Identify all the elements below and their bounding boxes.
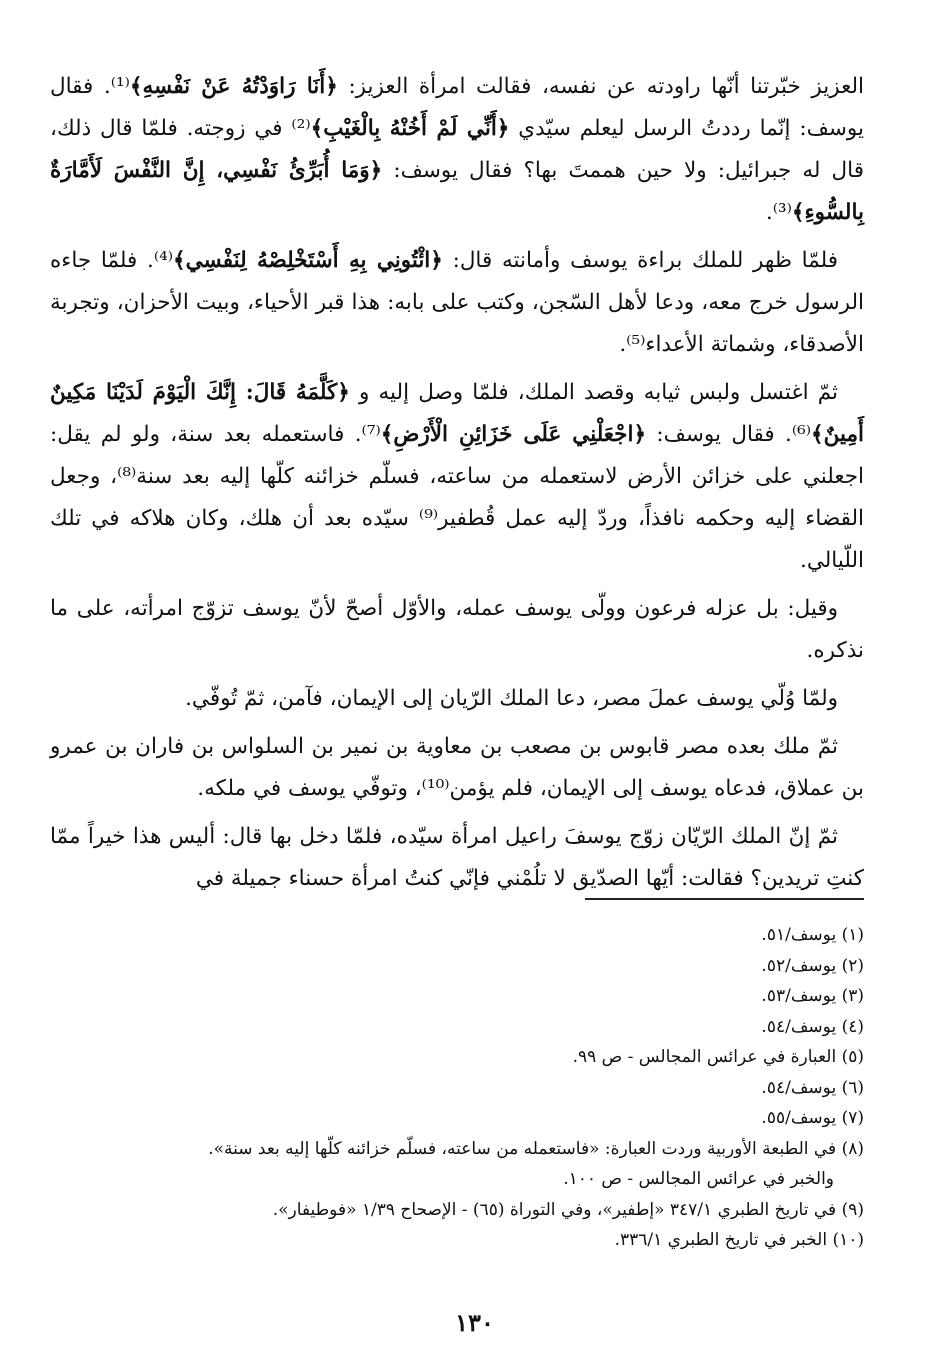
- text-segment: ثمّ اغتسل ولبس ثيابه وقصد الملك، فلمّا وصل إليه و: [349, 380, 838, 405]
- footnote: [50, 1225, 864, 1256]
- footnote: [50, 920, 864, 951]
- text-segment: ولمّا وُلّي يوسف عملَ مصر، دعا الملك الرّيان إلى الإيمان، فآمن، ثمّ تُوفّي.: [185, 686, 838, 711]
- text-segment: ⁽⁶⁾. فقال يوسف:: [646, 422, 812, 447]
- text-segment: ثمّ إنّ الملك الرّيّان زوّج يوسفَ راعيل امرأة سيّده، فلمّا دخل بها قال: أليس هذا خيراً ممّا كنتِ تريدين؟ فقالت: أيّها الصدّيق لا تلُمْني فإنّي كنتُ امرأة حسناء جميلة في: [50, 824, 864, 891]
- footnote-text: (٥) العبارة في عرائس المجالس - ص ٩٩.: [572, 1047, 864, 1067]
- text-segment: ⁽⁷⁾. فاستعمله بعد سنة، ولو لم يقل: اجعلني على خزائن الأرض لاستعمله من ساعته، فسلّم خزائنه كلّها إليه بعد سنة⁽⁸⁾، وجعل القضاء إليه وحكمه نافذاً، وردّ إليه عمل قُطفير⁽⁹⁾ سيّده بعد أن هلك، وكان هلاكه في تلك اللّيالي.: [50, 422, 865, 573]
- text-segment: فلمّا ظهر للملك براءة يوسف وأمانته قال:: [442, 248, 839, 273]
- footnote-text: (٧) يوسف/٥٥.: [761, 1108, 864, 1128]
- quran-verse: ﴿ائْتُونِي بِهِ أَسْتَخْلِصْهُ لِنَفْسِي﴾: [173, 248, 443, 273]
- paragraph: [50, 726, 864, 810]
- footnote: [50, 981, 864, 1012]
- text-segment: ⁽²⁾ في زوجته. فلمّا قال ذلك، قال له جبرائيل: ولا حين هممتَ بها؟ فقال يوسف:: [50, 116, 864, 183]
- footnote-text: (٨) في الطبعة الأوربية وردت العبارة: «فاستعمله من ساعته، فسلّم خزائنه كلّها إليه بعد سنة».: [208, 1138, 864, 1159]
- paragraph: [50, 372, 864, 582]
- footnote-text: (١٠) الخبر في تاريخ الطبري ٣٣٦/١.: [614, 1230, 864, 1250]
- text-segment: ⁽³⁾.: [765, 200, 792, 225]
- footnote-text: (١) يوسف/٥١.: [761, 925, 864, 945]
- footnote: [50, 951, 864, 982]
- paragraph: [50, 240, 864, 366]
- footnote-continuation: والخبر في عرائس المجالس - ص ١٠٠.: [563, 1169, 834, 1189]
- footnote: [50, 1103, 864, 1134]
- footnote: [50, 1012, 864, 1043]
- footnote-text: (٣) يوسف/٥٣.: [761, 986, 864, 1006]
- page-number: ١٣٠: [455, 1308, 494, 1337]
- footnotes-list: [50, 920, 864, 1256]
- quran-verse: ﴿أَنَا رَاوَدْتُهُ عَنْ نَفْسِهِ﴾: [129, 74, 338, 99]
- footnote: [50, 1134, 864, 1195]
- footnote-divider: [585, 898, 864, 900]
- footnote-text: (٢) يوسف/٥٢.: [761, 955, 864, 976]
- quran-verse: ﴿أَنِّي لَمْ أَخُنْهُ بِالْغَيْبِ﴾: [310, 116, 510, 141]
- quran-verse: ﴿كَلَّمَهُ قَالَ: إِنَّكَ الْيَوْمَ لَدَيْنَا مَكِينٌ أَمِينٌ﴾: [50, 380, 864, 447]
- footnote: [50, 1195, 864, 1226]
- text-segment: ⁽⁴⁾. فلمّا جاءه الرسول خرج معه، ودعا لأهل السّجن، وكتب على بابه: هذا قبر الأحياء، وبيت الأحزان، وتجربة الأصدقاء، وشماتة الأعداء⁽⁵⁾.: [50, 248, 864, 357]
- footnote: [50, 1073, 864, 1104]
- footnote-text: (٤) يوسف/٥٤.: [761, 1016, 864, 1037]
- paragraph: [50, 816, 864, 900]
- text-segment: العزيز خبّرتنا أنّها راودته عن نفسه، فقالت امرأة العزيز:: [337, 74, 864, 99]
- paragraph: [50, 588, 864, 672]
- quran-verse: ﴿وَمَا أُبَرِّئُ نَفْسِي، إِنَّ النَّفْسَ لَأَمَّارَةٌ بِالسُّوءِ﴾: [50, 158, 864, 225]
- footnote-text: (٩) في تاريخ الطبري ٣٤٧/١ «إطفير»، وفي التوراة (٦٥) - الإصحاح ١/٣٩ «فوطيفار».: [272, 1199, 864, 1220]
- paragraph: [50, 66, 864, 234]
- text-segment: وقيل: بل عزله فرعون وولّى يوسف عمله، والأوّل أصحّ لأنّ يوسف تزوّج امرأته، على ما نذكره.: [50, 596, 864, 663]
- main-text: [50, 66, 864, 906]
- quran-verse: ﴿اجْعَلْنِي عَلَى خَزَائِنِ الْأَرْضِ﴾: [380, 422, 647, 447]
- footnote: [50, 1042, 864, 1073]
- text-segment: ثمّ ملك بعده مصر قابوس بن مصعب بن معاوية بن نمير بن السلواس بن فاران بن عمرو بن عملاق، فدعاه يوسف إلى الإيمان، فلم يؤمن⁽¹⁰⁾، وتوفّي يوسف في ملكه.: [50, 734, 864, 801]
- footnote-text: (٦) يوسف/٥٤.: [761, 1077, 864, 1098]
- text-segment: ⁽¹⁾. فقال يوسف: إنّما رددتُ الرسل ليعلم سيّدي: [50, 74, 864, 141]
- paragraph: [50, 678, 864, 720]
